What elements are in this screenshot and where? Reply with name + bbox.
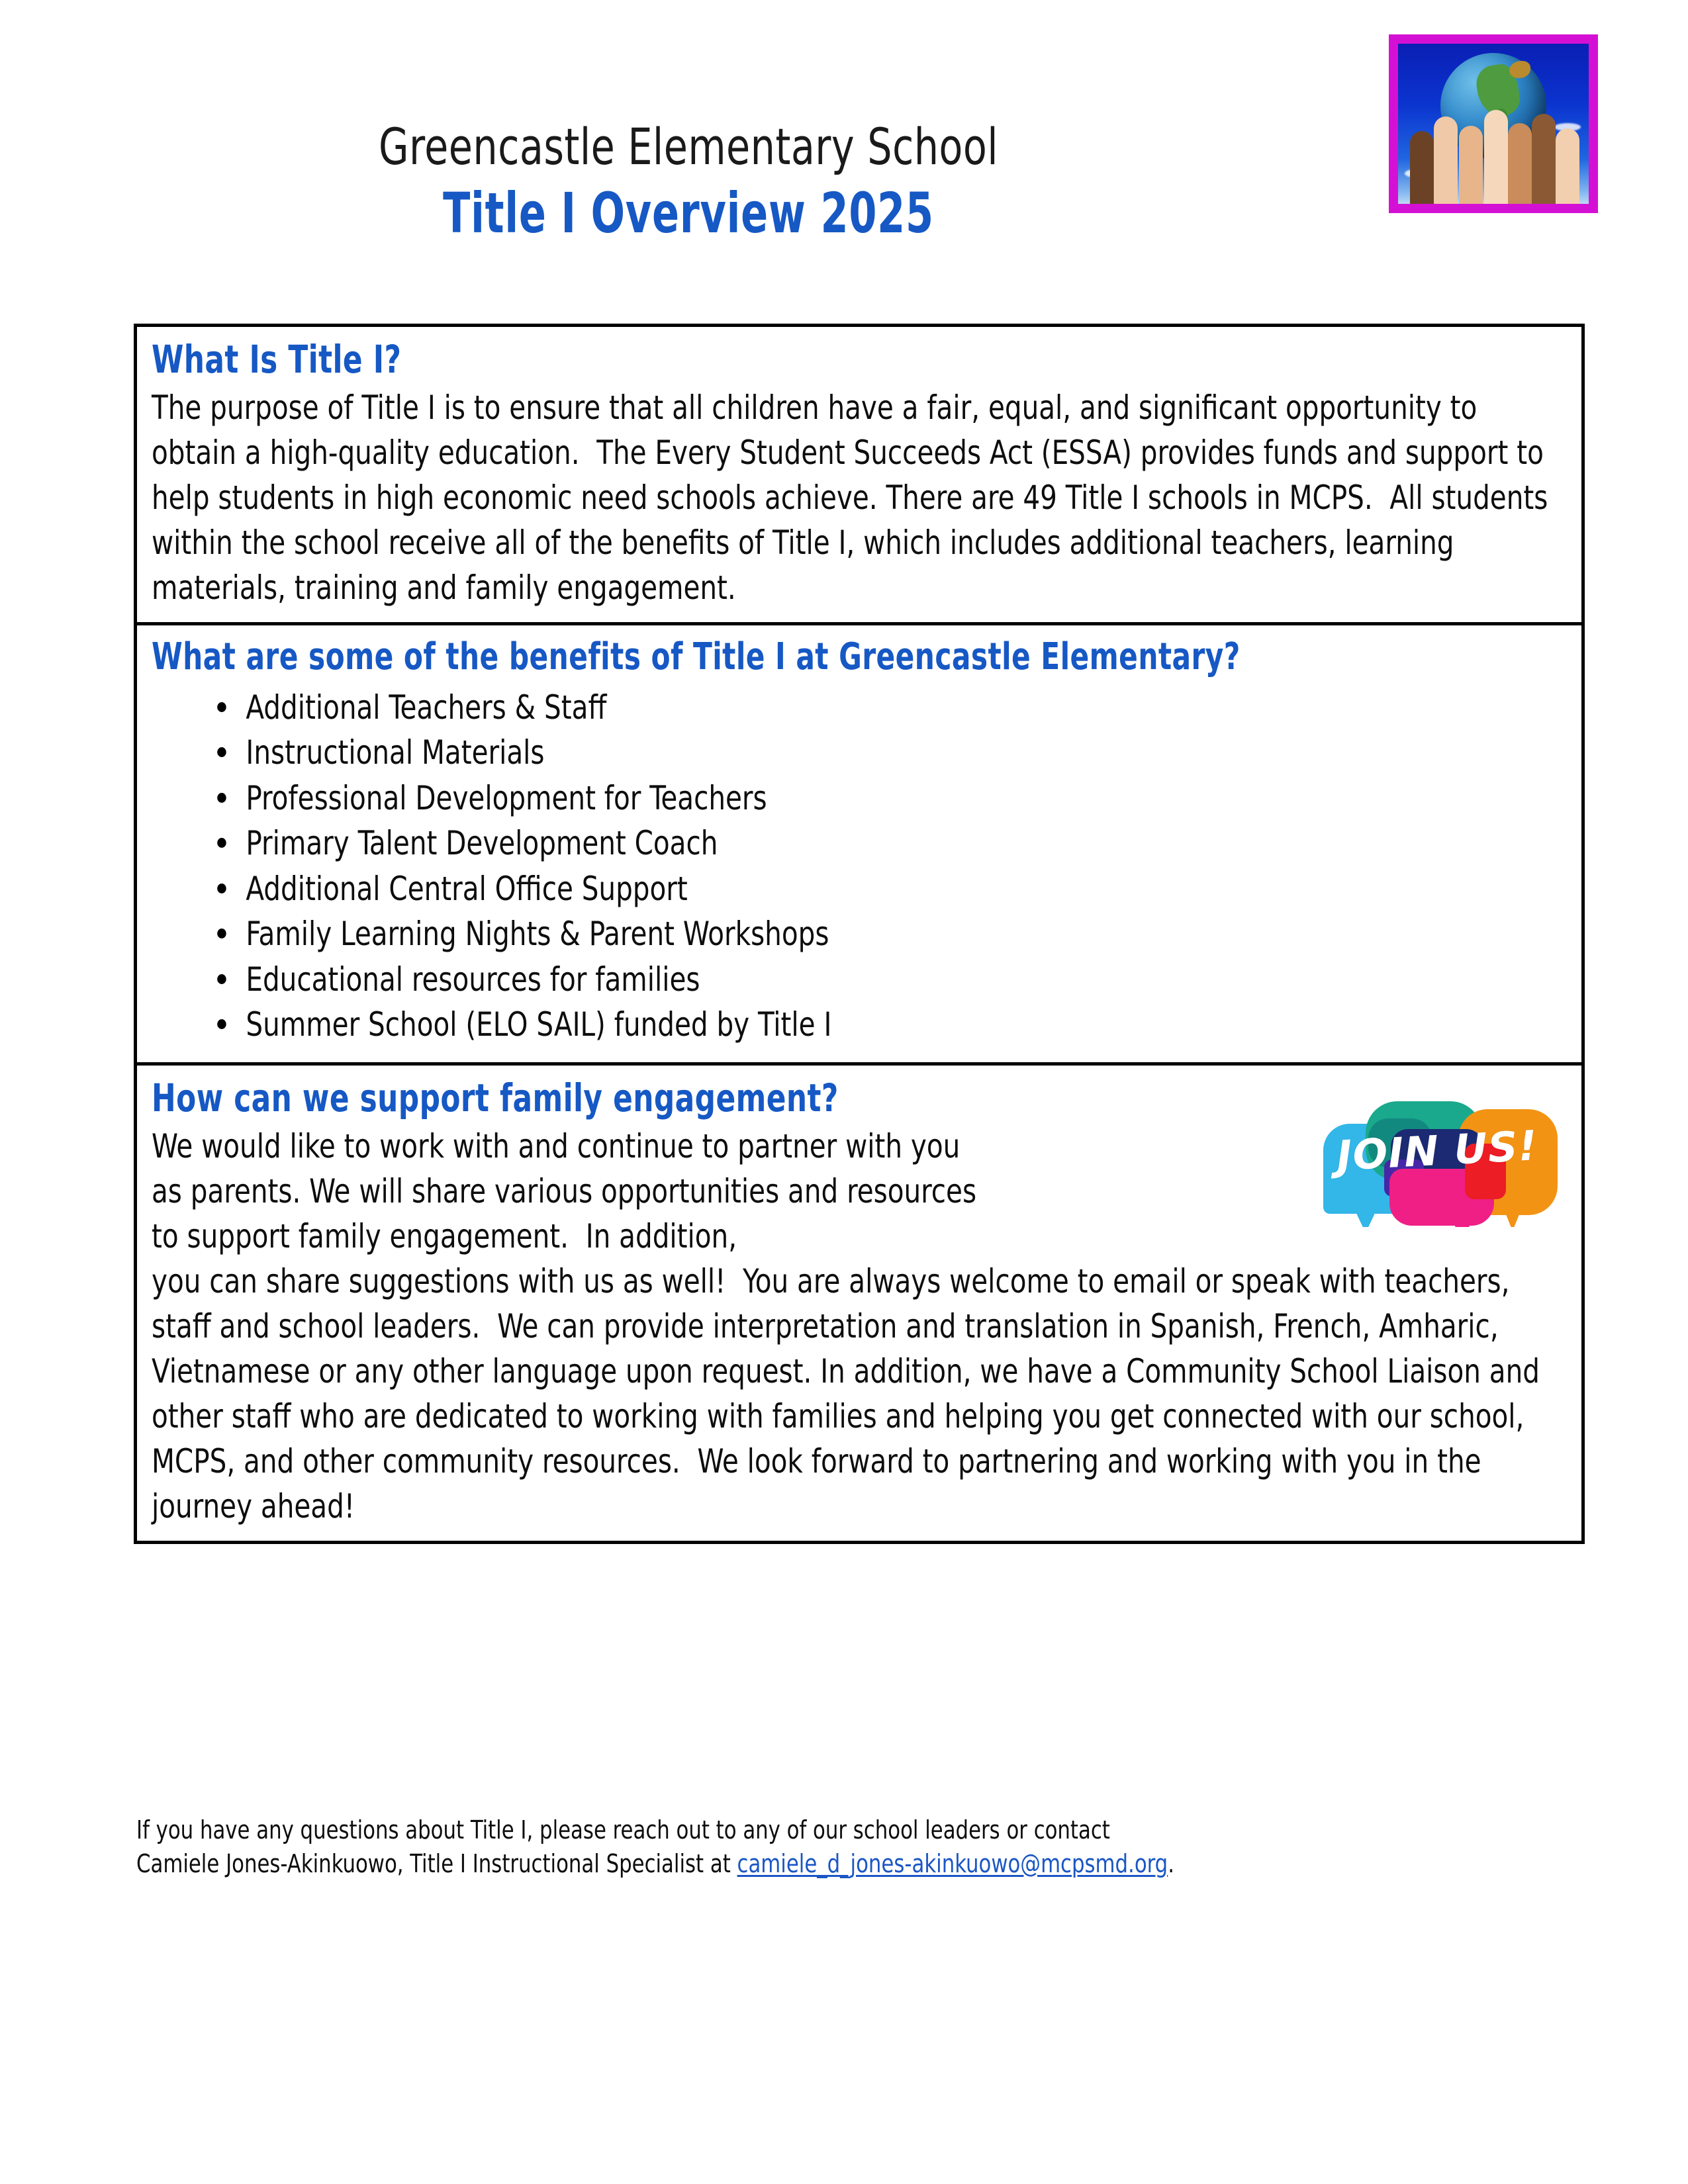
school-name: Greencastle Elementary School	[378, 117, 999, 176]
join-us-label: JOIN US!	[1335, 1121, 1539, 1180]
section-body-family-engagement-top: We would like to work with and continue to partner with you as parents. We will share various opportunities and resources to support family engagement. In addition,	[152, 1127, 985, 1256]
footer-line-2-suffix: .	[1168, 1848, 1174, 1878]
header-titles	[0, 119, 1377, 245]
content-table	[134, 324, 1585, 1544]
benefits-list	[152, 685, 1567, 1048]
list-item: Additional Teachers & Staff	[212, 685, 1431, 731]
footer-line-2-prefix: Camiele Jones-Akinkuowo, Title I Instructional Specialist at	[136, 1848, 737, 1878]
contact-email-link[interactable]: camiele_d_jones-akinkuowo@mcpsmd.org	[737, 1848, 1168, 1878]
footer-contact	[136, 1813, 1460, 1880]
section-heading-family-engagement: How can we support family engagement?	[152, 1075, 839, 1120]
document-header	[0, 0, 1688, 291]
section-what-is-title-i	[137, 327, 1581, 625]
list-item: Educational resources for families	[212, 957, 1431, 1003]
list-item: Family Learning Nights & Parent Workshops	[212, 911, 1431, 957]
join-us-image-wrapper	[1311, 1075, 1563, 1227]
list-item: Summer School (ELO SAIL) funded by Title I	[212, 1002, 1431, 1048]
section-body-what-is-title-i: The purpose of Title I is to ensure that all children have a fair, equal, and significant opportunity to obtain a high-quality education. The Every Student Succeeds Act (ESSA) provides funds and support to help students in high economic need schools achieve. There are 49 Title I schools in MCPS. All students within the school receive all of the benefits of Title I, which includes additional teachers, learning materials, training and family engagement.	[152, 388, 1557, 608]
join-us-speech-bubbles-image	[1311, 1075, 1563, 1227]
hands-holding-globe-image	[1389, 34, 1598, 213]
list-item: Professional Development for Teachers	[212, 776, 1431, 821]
section-heading-what-is-title-i: What Is Title I?	[152, 337, 402, 382]
footer-line-1: If you have any questions about Title I, please reach out to any of our school leaders or contact	[136, 1815, 1110, 1844]
page-title: Title I Overview 2025	[443, 180, 934, 246]
section-benefits	[137, 625, 1581, 1066]
section-family-engagement	[137, 1066, 1581, 1541]
footer-line-2	[136, 1847, 1459, 1881]
section-body-family-engagement-rest: you can share suggestions with us as well! You are always welcome to email or speak with teachers, staff and school leaders. We can provide interpretation and translation in Spanish, French, Amharic, Vietnamese or any other language upon request. In addition, we have a Community School Liaison and other staff who are dedicated to working with families and helping you get connected with our school, MCPS, and other community resources. We look forward to partnering and working with you in the journey ahead!	[152, 1262, 1548, 1526]
list-item: Additional Central Office Support	[212, 866, 1431, 912]
section-heading-benefits: What are some of the benefits of Title I at Greencastle Elementary?	[152, 635, 1241, 679]
list-item: Primary Talent Development Coach	[212, 821, 1431, 866]
list-item: Instructional Materials	[212, 730, 1431, 776]
